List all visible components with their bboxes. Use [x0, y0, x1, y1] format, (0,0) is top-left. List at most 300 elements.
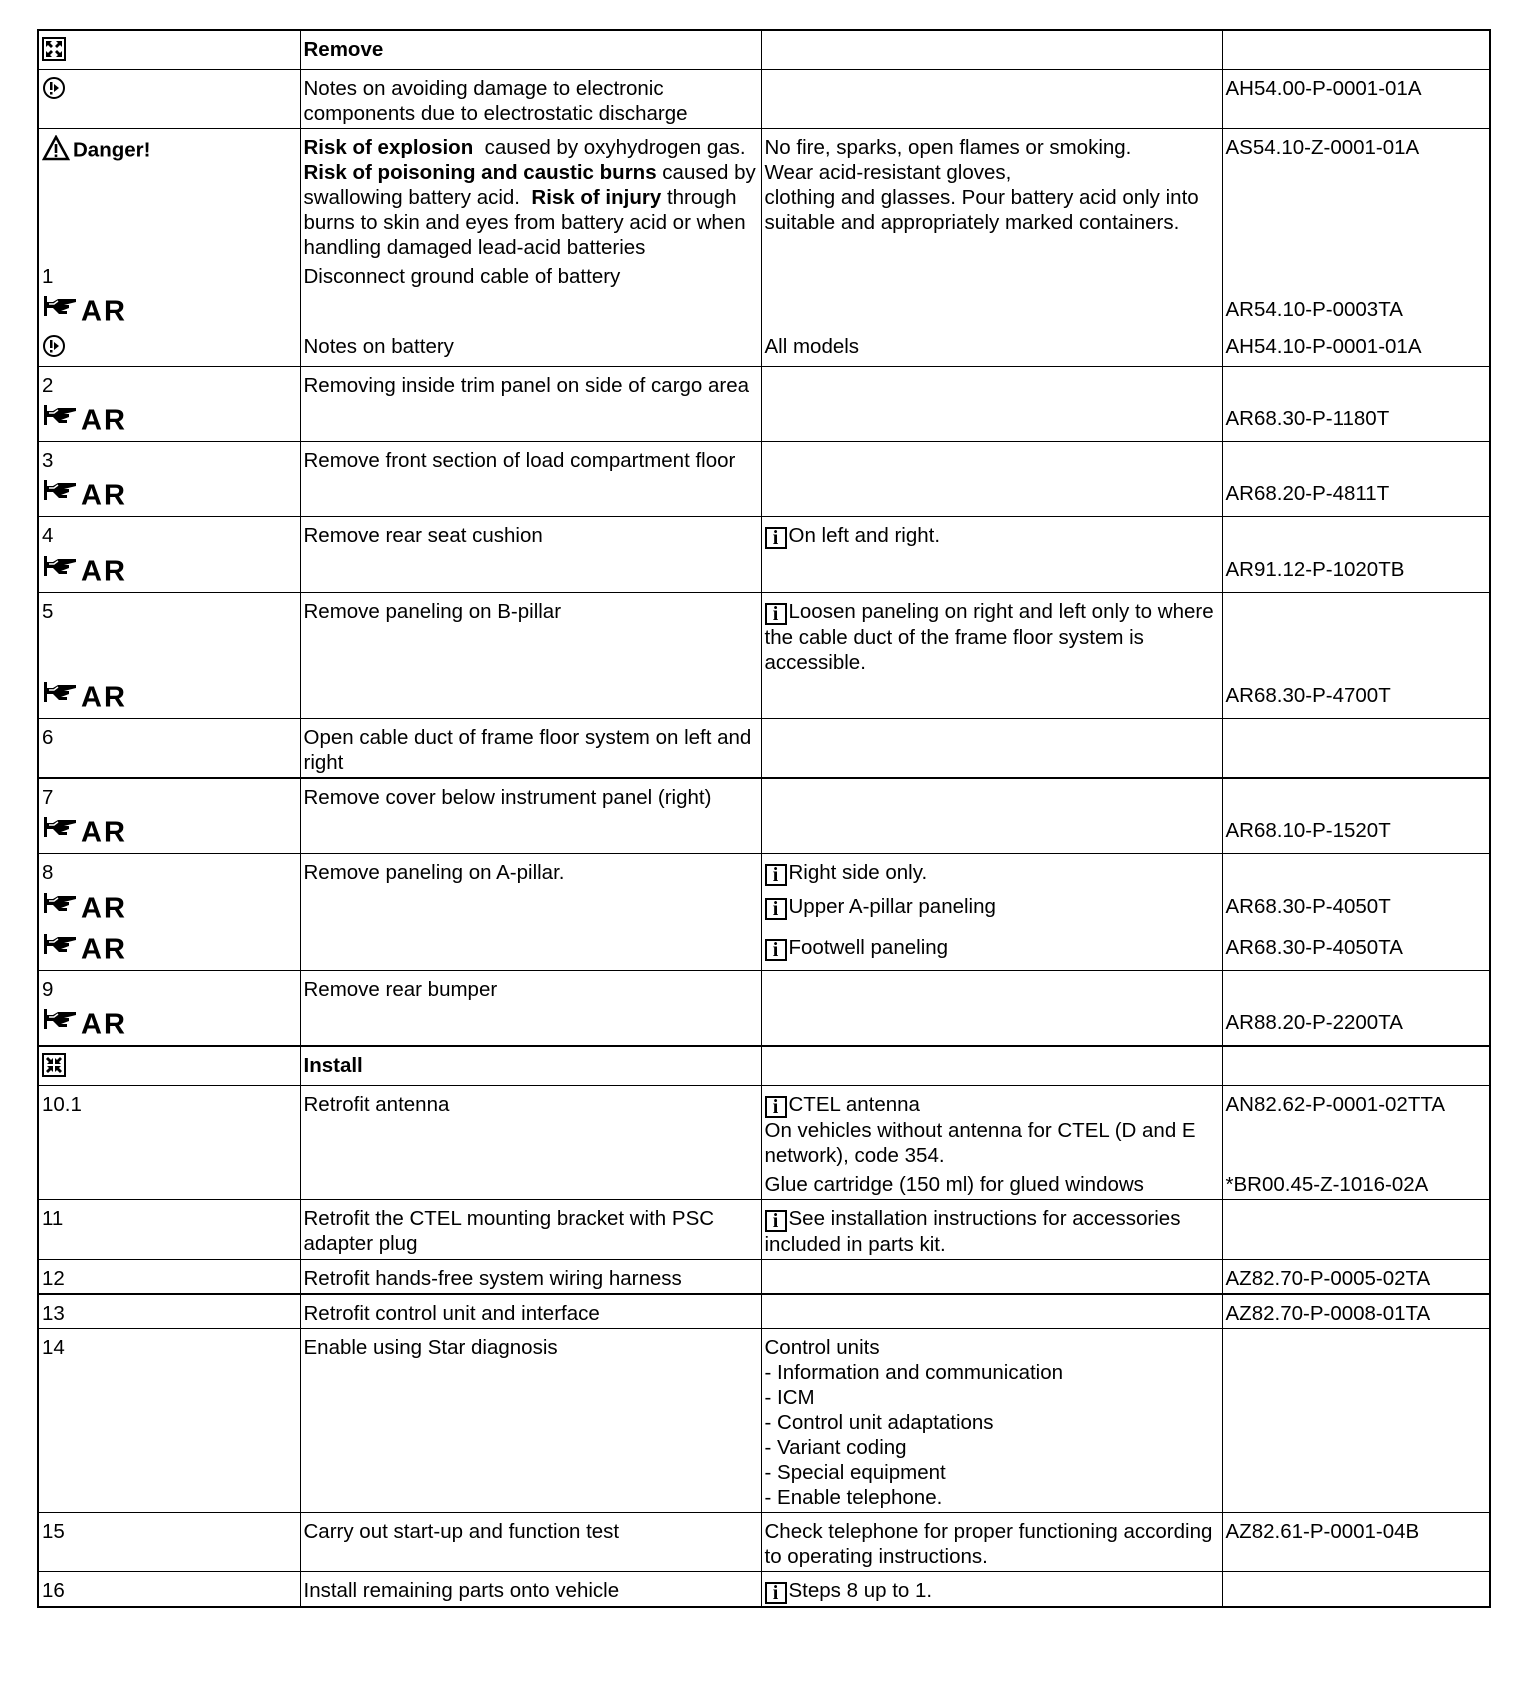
action-cell	[300, 971, 761, 1005]
action-cell	[300, 332, 761, 367]
reference-cell	[1222, 332, 1490, 367]
reference-code[interactable]: AR68.10-P-1520T	[1225, 819, 1391, 842]
pointing-hand-icon	[42, 814, 78, 851]
cell-line	[42, 679, 296, 716]
cell-text: 10.1	[42, 1093, 82, 1116]
cell-line	[304, 725, 757, 775]
note-cell	[761, 1086, 1222, 1171]
reference-cell	[1222, 262, 1490, 291]
cell-text: 3	[42, 449, 54, 472]
cell-text: 13	[42, 1302, 65, 1325]
reference-cell	[1222, 1260, 1490, 1295]
pointing-hand-icon	[42, 890, 78, 927]
reference-cell	[1222, 70, 1490, 129]
cell-line	[765, 1485, 1218, 1510]
cell-line	[304, 1578, 757, 1603]
cell-line	[304, 785, 757, 810]
pointing-hand-icon	[42, 477, 78, 514]
table-body	[38, 30, 1490, 1607]
ar-label: AR	[81, 933, 127, 966]
table-row	[38, 129, 1490, 263]
cell-text: Disconnect ground cable of battery	[303, 265, 621, 288]
cell-text: 2	[42, 374, 54, 397]
cell-text: Glue cartridge (150 ml) for glued windows	[764, 1173, 1144, 1196]
table-row	[38, 854, 1490, 889]
cell-line	[765, 1519, 1218, 1569]
step-cell	[38, 30, 300, 70]
cell-line	[765, 1360, 1218, 1385]
cell-line	[765, 599, 1218, 675]
cell-line	[304, 1335, 757, 1360]
cell-text: Carry out start-up and function test	[303, 1520, 620, 1543]
reference-code[interactable]: AN82.62-P-0001-02TTA	[1225, 1093, 1446, 1116]
note-cell	[761, 593, 1222, 678]
cell-line	[42, 1578, 296, 1603]
pointing-hand-icon	[42, 1006, 78, 1043]
action-cell	[300, 888, 761, 929]
info-box-icon: i	[765, 603, 787, 625]
cell-line	[1226, 1519, 1486, 1544]
step-cell	[38, 719, 300, 779]
cell-line	[1226, 814, 1486, 848]
step-cell	[38, 854, 300, 889]
action-cell	[300, 1046, 761, 1086]
table-row	[38, 1329, 1490, 1513]
action-cell	[300, 262, 761, 291]
action-cell	[300, 1294, 761, 1329]
cell-text: Right side only.	[788, 861, 928, 884]
step-cell	[38, 129, 300, 263]
reference-code[interactable]: AR68.20-P-4811T	[1225, 482, 1390, 505]
cell-line	[42, 477, 296, 514]
cell-line	[42, 76, 296, 106]
cell-line	[765, 890, 1218, 924]
warning-triangle-icon	[42, 135, 70, 167]
cell-line	[765, 1385, 1218, 1410]
reference-cell	[1222, 1170, 1490, 1200]
info-box-icon: i	[765, 1210, 787, 1232]
cell-line	[765, 1206, 1218, 1257]
table-row	[38, 971, 1490, 1005]
cell-text: Open cable duct of frame floor system on left and right	[303, 726, 752, 774]
action-cell	[300, 442, 761, 476]
note-cell	[761, 719, 1222, 779]
note-cell	[761, 475, 1222, 517]
reference-code[interactable]: *BR00.45-Z-1016-02A	[1225, 1173, 1429, 1196]
step-cell	[38, 929, 300, 971]
reference-cell	[1222, 129, 1490, 263]
cell-line	[1226, 1266, 1486, 1291]
reference-cell	[1222, 1200, 1490, 1260]
ar-label: AR	[81, 816, 127, 849]
cell-line	[42, 37, 296, 67]
note-cell	[761, 551, 1222, 593]
cell-line	[765, 1092, 1218, 1118]
cell-line	[42, 448, 296, 473]
cell-line	[42, 553, 296, 590]
note-cell	[761, 1294, 1222, 1329]
table-subrow	[38, 262, 1490, 291]
reference-code[interactable]: AR68.30-P-4700T	[1225, 684, 1391, 707]
cell-text: Wear acid-resistant gloves,	[764, 161, 1012, 184]
notes-exclamation-icon	[42, 76, 66, 106]
cell-line	[42, 1006, 296, 1043]
reference-cell	[1222, 929, 1490, 971]
action-cell	[300, 291, 761, 332]
reference-code[interactable]: AR68.30-P-1180T	[1225, 407, 1390, 430]
cell-line	[1226, 1006, 1486, 1040]
reference-cell	[1222, 778, 1490, 812]
note-cell	[761, 332, 1222, 367]
info-box-icon: i	[765, 864, 787, 886]
cell-line	[765, 334, 1218, 359]
cell-text: 5	[42, 600, 54, 623]
action-cell	[300, 854, 761, 889]
note-cell	[761, 30, 1222, 70]
pointing-hand-icon	[42, 553, 78, 590]
reference-cell	[1222, 1086, 1490, 1171]
reference-cell	[1222, 888, 1490, 929]
note-cell	[761, 677, 1222, 719]
table-row	[38, 70, 1490, 129]
info-box-icon: i	[765, 1096, 787, 1118]
cell-line	[1226, 293, 1486, 327]
action-cell	[300, 30, 761, 70]
cell-line	[1226, 402, 1486, 436]
step-cell	[38, 1513, 300, 1572]
table-row	[38, 1086, 1490, 1171]
step-cell	[38, 971, 300, 1005]
reference-cell	[1222, 1046, 1490, 1086]
table-subrow	[38, 888, 1490, 929]
cell-text: On vehicles without antenna for CTEL (D and E network), code 354.	[764, 1119, 1196, 1167]
cell-text: - Information and communication	[764, 1361, 1064, 1384]
table-subrow	[38, 291, 1490, 332]
note-cell	[761, 1572, 1222, 1608]
reference-cell	[1222, 812, 1490, 854]
reference-cell	[1222, 854, 1490, 889]
cell-text: On left and right.	[788, 524, 941, 547]
cell-line	[765, 931, 1218, 965]
table-row	[38, 1046, 1490, 1086]
cell-line	[1226, 76, 1486, 101]
action-cell	[300, 677, 761, 719]
action-cell	[300, 475, 761, 517]
reference-code[interactable]: AH54.10-P-0001-01A	[1225, 335, 1422, 358]
ar-label: AR	[81, 295, 127, 328]
table-subrow	[38, 332, 1490, 367]
reference-cell	[1222, 551, 1490, 593]
note-cell	[761, 778, 1222, 812]
reference-code[interactable]: AH54.00-P-0001-01A	[1225, 77, 1422, 100]
cell-line	[42, 785, 296, 810]
action-cell	[300, 1260, 761, 1295]
step-cell	[38, 1329, 300, 1513]
action-cell	[300, 70, 761, 129]
cell-line	[765, 1410, 1218, 1435]
info-box-icon: i	[765, 939, 787, 961]
cell-line	[304, 76, 757, 126]
action-cell	[300, 1572, 761, 1608]
cell-text: Retrofit hands-free system wiring harness	[303, 1267, 682, 1290]
step-cell	[38, 70, 300, 129]
note-cell	[761, 1513, 1222, 1572]
ar-label: AR	[81, 555, 127, 588]
step-cell	[38, 677, 300, 719]
reference-code[interactable]: AR91.12-P-1020TB	[1225, 558, 1405, 581]
cell-text: 7	[42, 786, 54, 809]
cell-line	[765, 160, 1218, 185]
action-cell	[300, 1170, 761, 1200]
action-cell	[300, 593, 761, 678]
reference-cell	[1222, 291, 1490, 332]
reference-cell	[1222, 475, 1490, 517]
cell-text: 12	[42, 1267, 65, 1290]
step-cell	[38, 442, 300, 476]
step-cell	[38, 262, 300, 291]
step-cell	[38, 517, 300, 552]
cell-text: 8	[42, 861, 54, 884]
reference-code[interactable]: AR54.10-P-0003TA	[1225, 298, 1403, 321]
cell-line	[1226, 1301, 1486, 1326]
cell-text: Remove cover below instrument panel (right)	[303, 786, 712, 809]
cell-text: Remove rear seat cushion	[303, 524, 543, 547]
reference-code[interactable]: AR68.30-P-4050T	[1225, 895, 1391, 918]
reference-cell	[1222, 367, 1490, 401]
pointing-hand-icon	[42, 931, 78, 968]
cell-line	[765, 1578, 1218, 1604]
note-cell	[761, 888, 1222, 929]
action-cell	[300, 400, 761, 442]
action-cell	[300, 1004, 761, 1046]
table-row	[38, 1200, 1490, 1260]
cell-line	[1226, 334, 1486, 359]
info-box-icon: i	[765, 898, 787, 920]
cell-line	[42, 1053, 296, 1083]
reference-cell	[1222, 30, 1490, 70]
reference-code[interactable]: AS54.10-Z-0001-01A	[1225, 136, 1420, 159]
note-cell	[761, 262, 1222, 291]
cell-text: Removing inside trim panel on side of cargo area	[303, 374, 750, 397]
cell-line	[42, 599, 296, 624]
cell-line	[42, 725, 296, 750]
step-cell	[38, 1294, 300, 1329]
reference-cell	[1222, 442, 1490, 476]
cell-text: 11	[42, 1207, 64, 1230]
note-cell	[761, 517, 1222, 552]
cell-text: 14	[42, 1336, 65, 1359]
table-subrow	[38, 812, 1490, 854]
note-cell	[761, 1004, 1222, 1046]
reference-code[interactable]: AR68.30-P-4050TA	[1225, 936, 1403, 959]
cell-text: Remove paneling on A-pillar.	[303, 861, 565, 884]
note-cell	[761, 70, 1222, 129]
cell-text: clothing and glasses. Pour battery acid only into suitable and appropriately marked containers.	[764, 186, 1199, 234]
note-cell	[761, 442, 1222, 476]
cell-line	[1226, 890, 1486, 924]
warning-emphasis: Risk of explosion	[303, 136, 474, 159]
cell-line	[304, 1519, 757, 1544]
table-subrow	[38, 551, 1490, 593]
note-cell	[761, 1329, 1222, 1513]
step-cell	[38, 1046, 300, 1086]
reference-cell	[1222, 517, 1490, 552]
cell-line	[304, 373, 757, 398]
cell-line	[42, 293, 296, 330]
action-cell	[300, 778, 761, 812]
cell-line	[1226, 931, 1486, 965]
table-row	[38, 1572, 1490, 1608]
action-cell	[300, 1513, 761, 1572]
cell-line	[42, 890, 296, 927]
warning-text: caused by swallowing battery acid.	[303, 161, 762, 209]
note-cell	[761, 1200, 1222, 1260]
cell-line	[42, 814, 296, 851]
reference-cell	[1222, 971, 1490, 1005]
cell-line	[304, 1206, 757, 1256]
step-cell	[38, 400, 300, 442]
cell-line	[765, 860, 1218, 886]
step-cell	[38, 1200, 300, 1260]
reference-cell	[1222, 400, 1490, 442]
cell-line	[1226, 1172, 1486, 1197]
step-cell	[38, 551, 300, 593]
table-subrow	[38, 1004, 1490, 1046]
note-cell	[761, 129, 1222, 263]
ar-label: AR	[81, 1008, 127, 1041]
cell-text: - Control unit adaptations	[764, 1411, 994, 1434]
cell-line	[42, 1335, 296, 1360]
action-cell	[300, 551, 761, 593]
table-row	[38, 719, 1490, 779]
reference-cell	[1222, 677, 1490, 719]
table-row	[38, 517, 1490, 552]
step-cell	[38, 475, 300, 517]
cell-text: 6	[42, 726, 54, 749]
cell-text: CTEL antenna	[788, 1093, 920, 1116]
cell-text: See installation instructions for accessories included in parts kit.	[764, 1207, 1181, 1256]
cell-line	[303, 135, 762, 260]
pointing-hand-icon	[42, 293, 78, 330]
cell-line	[304, 334, 757, 359]
step-cell	[38, 367, 300, 401]
step-cell	[38, 1572, 300, 1608]
cell-line	[304, 523, 757, 548]
cell-text: Check telephone for proper functioning according to operating instructions.	[764, 1520, 1213, 1568]
contract-arrows-icon	[42, 1053, 66, 1083]
cell-line	[765, 1335, 1218, 1360]
cell-text: 15	[42, 1520, 65, 1543]
cell-text: - ICM	[764, 1386, 815, 1409]
expand-arrows-icon	[42, 37, 66, 67]
note-cell	[761, 291, 1222, 332]
step-cell	[38, 593, 300, 678]
table-subrow	[38, 677, 1490, 719]
note-cell	[761, 854, 1222, 889]
table-row	[38, 778, 1490, 812]
cell-line	[1226, 135, 1486, 160]
cell-text: Retrofit control unit and interface	[303, 1302, 600, 1325]
note-cell	[761, 929, 1222, 971]
cell-line	[304, 599, 757, 624]
reference-code[interactable]: AZ82.70-P-0008-01TA	[1225, 1302, 1431, 1325]
cell-text: Notes on avoiding damage to electronic components due to electrostatic discharge	[303, 77, 688, 125]
table-subrow	[38, 929, 1490, 971]
table-subrow	[38, 400, 1490, 442]
info-box-icon: i	[765, 1582, 787, 1604]
cell-line	[42, 523, 296, 548]
table-row	[38, 593, 1490, 678]
cell-text: No fire, sparks, open flames or smoking.	[764, 136, 1132, 159]
cell-line	[304, 860, 757, 885]
reference-cell	[1222, 719, 1490, 779]
reference-code[interactable]: AZ82.61-P-0001-04B	[1225, 1520, 1420, 1543]
cell-text: Remove paneling on B-pillar	[303, 600, 562, 623]
notes-exclamation-icon	[42, 334, 66, 364]
cell-line	[304, 1301, 757, 1326]
step-cell	[38, 888, 300, 929]
cell-text: - Variant coding	[764, 1436, 907, 1459]
cell-text: - Enable telephone.	[764, 1486, 943, 1509]
cell-text: Install	[303, 1054, 363, 1077]
cell-line	[1226, 553, 1486, 587]
step-cell	[38, 291, 300, 332]
reference-cell	[1222, 1572, 1490, 1608]
cell-line	[42, 334, 296, 364]
note-cell	[761, 971, 1222, 1005]
action-cell	[300, 719, 761, 779]
repair-procedure-table	[37, 29, 1491, 1608]
reference-code[interactable]: AZ82.70-P-0005-02TA	[1225, 1267, 1431, 1290]
cell-line	[765, 1435, 1218, 1460]
reference-cell	[1222, 1294, 1490, 1329]
step-cell	[38, 1004, 300, 1046]
ar-label: AR	[81, 479, 127, 512]
step-cell	[38, 1086, 300, 1171]
note-cell	[761, 1046, 1222, 1086]
cell-line	[42, 1092, 296, 1117]
cell-line	[42, 1266, 296, 1291]
cell-line	[765, 523, 1218, 549]
cell-text: Control units	[764, 1336, 880, 1359]
cell-line	[1226, 679, 1486, 713]
ar-label: AR	[81, 404, 127, 437]
step-cell	[38, 812, 300, 854]
action-cell	[300, 367, 761, 401]
table-row	[38, 1294, 1490, 1329]
action-cell	[300, 517, 761, 552]
step-cell	[38, 778, 300, 812]
table-row	[38, 1260, 1490, 1295]
table-row	[38, 442, 1490, 476]
warning-text: caused by oxyhydrogen gas.	[473, 136, 752, 159]
cell-line	[42, 1301, 296, 1326]
cell-text: Notes on battery	[303, 335, 454, 358]
reference-code[interactable]: AR88.20-P-2200TA	[1225, 1011, 1403, 1034]
reference-cell	[1222, 1329, 1490, 1513]
warning-emphasis: Risk of poisoning and caustic burns	[303, 161, 657, 184]
cell-line	[1226, 1092, 1486, 1117]
action-cell	[300, 1329, 761, 1513]
note-cell	[761, 1260, 1222, 1295]
cell-line	[304, 1053, 757, 1078]
ar-label: AR	[81, 681, 127, 714]
step-cell	[38, 1260, 300, 1295]
cell-line	[42, 373, 296, 398]
cell-line	[42, 402, 296, 439]
cell-text: 1	[42, 265, 54, 288]
cell-line	[42, 1519, 296, 1544]
